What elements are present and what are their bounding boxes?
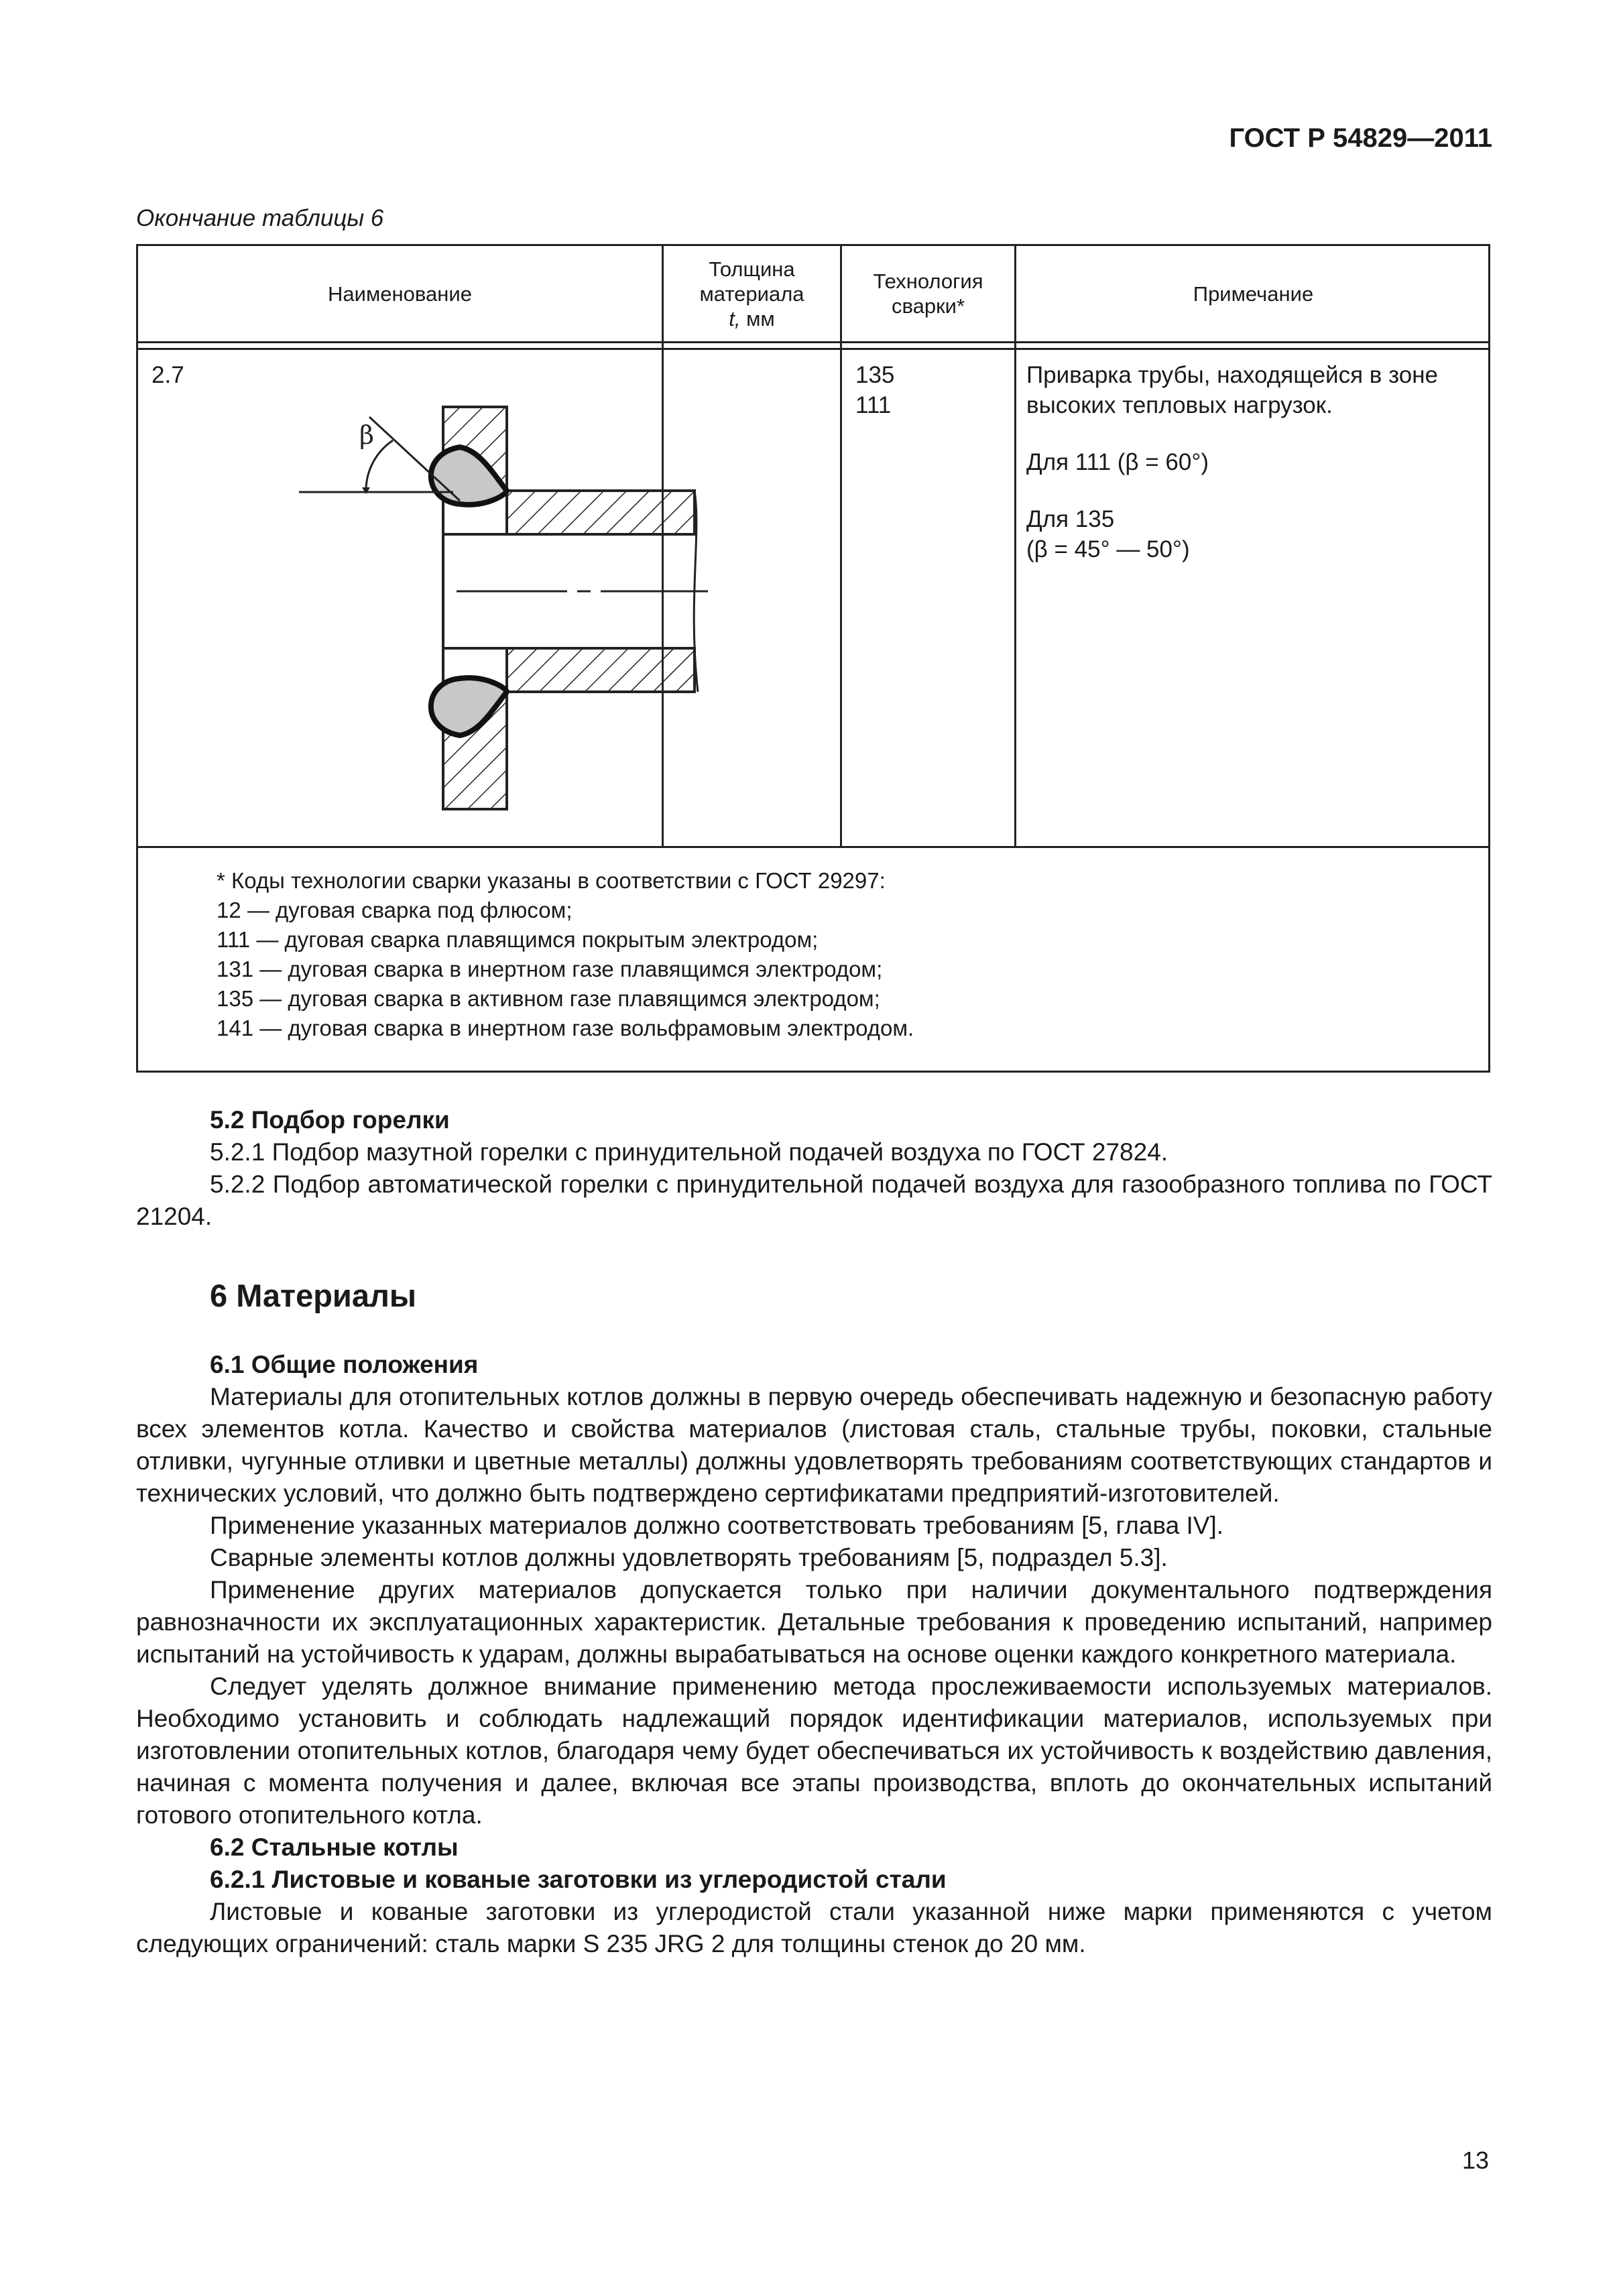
paragraph: Сварные элементы котлов должны удовлетворять требованиям [5, подраздел 5.3]. [210, 1544, 1168, 1571]
angle-label: β [359, 420, 374, 450]
table-caption: Окончание таблицы 6 [136, 205, 384, 231]
row-note [1026, 360, 1482, 564]
note-line: (β = 45° — 50°) [1026, 536, 1190, 562]
paragraph: Листовые и кованые заготовки из углеродистой стали указанной ниже марки применяются с учетом следующих ограничений: сталь марки S 235 JRG 2 для толщины стенок до 20 мм. [136, 1898, 1492, 1957]
column-header-thickness [664, 246, 840, 341]
column-header-thickness-line: материала [699, 282, 804, 306]
column-header-technology-line: сварки* [891, 294, 965, 318]
footnote-divider [138, 846, 1488, 848]
section-5-2 [136, 1104, 1492, 1233]
subsection-heading: 6.2.1 Листовые и кованые заготовки из углеродистой стали [210, 1866, 947, 1893]
section-heading: 6.1 Общие положения [210, 1351, 479, 1378]
column-header-technology-line: Технология [873, 269, 983, 293]
paragraph: Применение других материалов допускается только при наличии документального подтверждения равнозначности их эксплуатационных характеристик. Детальные требования к проведению испытаний, например испытаний на устойчивость к ударам, должны вырабатываться на основе оценки каждого конкретного материала. [136, 1576, 1492, 1668]
section-6 [136, 1349, 1492, 1960]
tech-code: 111 [855, 392, 892, 418]
document-code: ГОСТ Р 54829—2011 [1229, 123, 1492, 153]
header-divider [138, 348, 1488, 350]
paragraph: Следует уделять должное внимание применению метода прослеживаемости используемых материалов. Необходимо установить и соблюдать надлежащий порядок идентификации материалов, используемых при изготовлении отопительных котлов, благодаря чему будет обеспечиваться их устойчивость к воздействию давления, начиная с момента получения и далее, включая все этапы производства, вплоть до окончательных испытаний готового отопительного котла. [136, 1673, 1492, 1829]
section-heading: 6.2 Стальные котлы [210, 1833, 459, 1861]
tech-code: 135 [855, 362, 895, 388]
column-header-thickness-line: Толщина [709, 257, 795, 281]
row-number: 2.7 [152, 362, 184, 388]
note-line: высоких тепловых нагрузок. [1026, 392, 1333, 418]
table-footnote [217, 866, 914, 1043]
section-heading: 5.2 Подбор горелки [210, 1106, 450, 1134]
paragraph: 5.2.2 Подбор автоматической горелки с принудительной подачей воздуха для газообразного топлива по ГОСТ 21204. [136, 1170, 1492, 1230]
footnote-line: 12 — дуговая сварка под флюсом; [217, 898, 573, 922]
header-divider [138, 341, 1488, 343]
tech-codes [855, 360, 894, 420]
paragraph: Материалы для отопительных котлов должны в первую очередь обеспечивать надежную и безопасную работу всех элементов котла. Качество и свойства материалов (листовая сталь, стальные трубы, поковки, стальные отливки, чугунные отливки и цветные металлы) должны удовлетворять требованиям соответствующих стандартов и технических условий, что должно быть подтверждено сертификатами предприятий-изготовителей. [136, 1383, 1492, 1507]
thickness-symbol: t, [729, 306, 741, 330]
footnote-line: 131 — дуговая сварка в инертном газе плавящимся электродом; [217, 957, 883, 981]
footnote-line: 111 — дуговая сварка плавящимся покрытым электродом; [217, 927, 819, 952]
footnote-line: 135 — дуговая сварка в активном газе плавящимся электродом; [217, 986, 880, 1011]
thickness-unit: мм [740, 306, 775, 330]
note-line: Для 111 (β = 60°) [1026, 449, 1209, 475]
pipe-wall-upper [507, 491, 695, 534]
welding-table [136, 244, 1490, 1073]
note-line: Для 135 [1026, 506, 1115, 532]
paragraph: 5.2.1 Подбор мазутной горелки с принудительной подачей воздуха по ГОСТ 27824. [210, 1138, 1168, 1166]
page-number: 13 [1461, 2147, 1489, 2174]
column-header-technology [842, 246, 1014, 341]
column-header-note: Примечание [1193, 282, 1314, 306]
weld-joint-diagram [239, 400, 721, 816]
footnote-line: 141 — дуговая сварка в инертном газе вольфрамовым электродом. [217, 1016, 914, 1040]
chapter-title: 6 Материалы [210, 1278, 416, 1313]
column-header-name: Наименование [328, 282, 472, 306]
note-line: Приварка трубы, находящейся в зоне [1026, 362, 1439, 388]
footnote-line: * Коды технологии сварки указаны в соответствии с ГОСТ 29297: [217, 868, 886, 893]
column-header-thickness-line [729, 306, 774, 331]
paragraph: Применение указанных материалов должно соответствовать требованиям [5, глава IV]. [210, 1512, 1224, 1539]
pipe-wall-lower [507, 648, 695, 692]
